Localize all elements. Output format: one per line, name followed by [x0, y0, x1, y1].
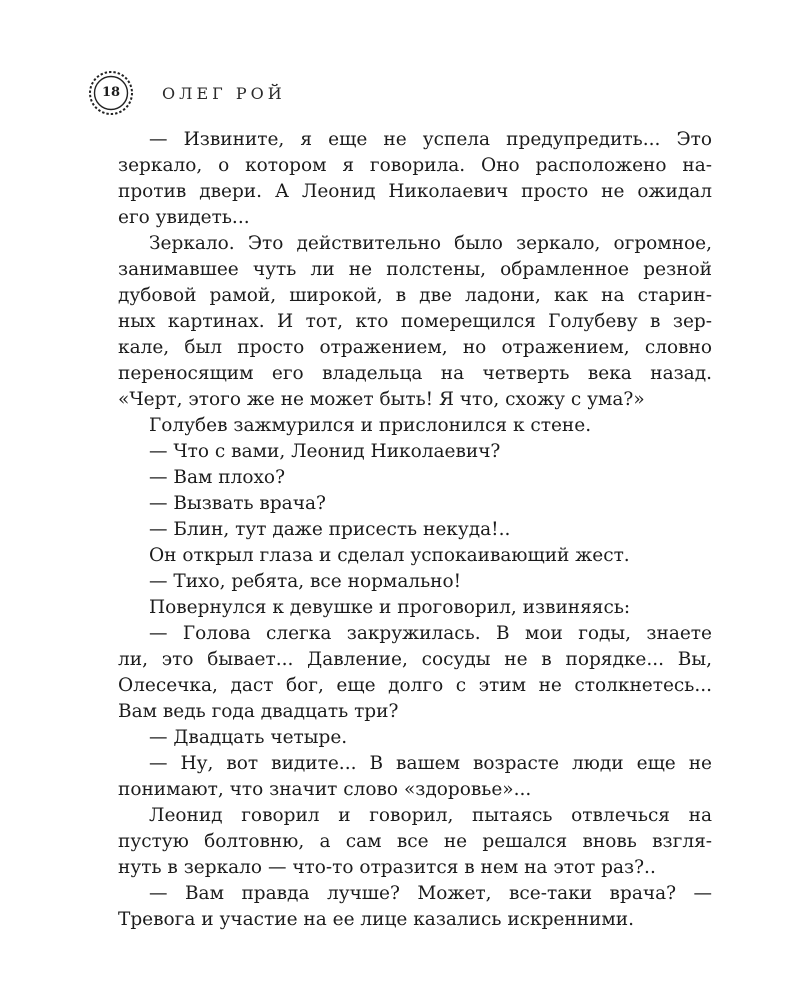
text-line: Голубев зажмурился и прислонился к стене.	[149, 415, 592, 436]
text-line: — Извините, я еще не успела предупредить... Это	[149, 129, 712, 150]
text-line: пустую болтовню, а сам все не решался вновь взгля-	[118, 831, 712, 852]
text-line: — Голова слегка закружилась. В мои годы, знаете	[149, 623, 712, 644]
text-line: его увидеть...	[118, 207, 250, 228]
text-line: — Что с вами, Леонид Николаевич?	[149, 441, 501, 462]
running-head-author: ОЛЕГ РОЙ	[162, 83, 286, 103]
text-line: — Ну, вот видите... В вашем возрасте люди еще не	[149, 753, 712, 774]
text-line: занимавшее чуть ли не полстены, обрамленное резной	[118, 259, 712, 280]
text-line: Леонид говорил и говорил, пытаясь отвлечься на	[149, 805, 712, 826]
text-line: зеркало, о котором я говорила. Оно расположено на-	[118, 155, 712, 176]
text-line: ли, это бывает... Давление, сосуды не в порядке... Вы,	[118, 649, 712, 670]
text-line: Он открыл глаза и сделал успокаивающий жест.	[149, 545, 630, 566]
text-line: Тревога и участие на ее лице казались искренними.	[118, 909, 634, 930]
text-line: «Черт, этого же не может быть! Я что, схожу с ума?»	[118, 389, 645, 410]
text-line: — Блин, тут даже присесть некуда!..	[149, 519, 511, 540]
text-line: Зеркало. Это действительно было зеркало, огромное,	[149, 233, 712, 254]
body-text	[118, 127, 712, 933]
page-number: 18	[101, 85, 121, 100]
text-line: Повернулся к девушке и проговорил, извиняясь:	[149, 597, 631, 618]
text-line: Вам ведь года двадцать три?	[118, 701, 399, 722]
text-line: — Двадцать четыре.	[149, 727, 348, 748]
text-line: Олесечка, даст бог, еще долго с этим не столкнетесь...	[118, 675, 712, 696]
text-line: понимают, что значит слово «здоровье»...	[118, 779, 532, 800]
page-header	[88, 68, 286, 118]
text-line: — Вам плохо?	[149, 467, 285, 488]
text-line: — Вам правда лучше? Может, все-таки врача? —	[149, 883, 712, 904]
text-line: — Тихо, ребята, все нормально!	[149, 571, 462, 592]
page-number-badge	[88, 70, 134, 116]
text-line: против двери. А Леонид Николаевич просто не ожидал	[118, 181, 712, 202]
text-line: кале, был просто отражением, но отражением, словно	[118, 337, 712, 358]
text-line: — Вызвать врача?	[149, 493, 326, 514]
text-line: ных картинах. И тот, кто померещился Голубеву в зер-	[118, 311, 712, 332]
text-line: переносящим его владельца на четверть века назад.	[118, 363, 712, 384]
text-line: дубовой рамой, широкой, в две ладони, как на старин-	[118, 285, 712, 306]
text-line: нуть в зеркало — что-то отразится в нем на этот раз?..	[118, 857, 656, 878]
